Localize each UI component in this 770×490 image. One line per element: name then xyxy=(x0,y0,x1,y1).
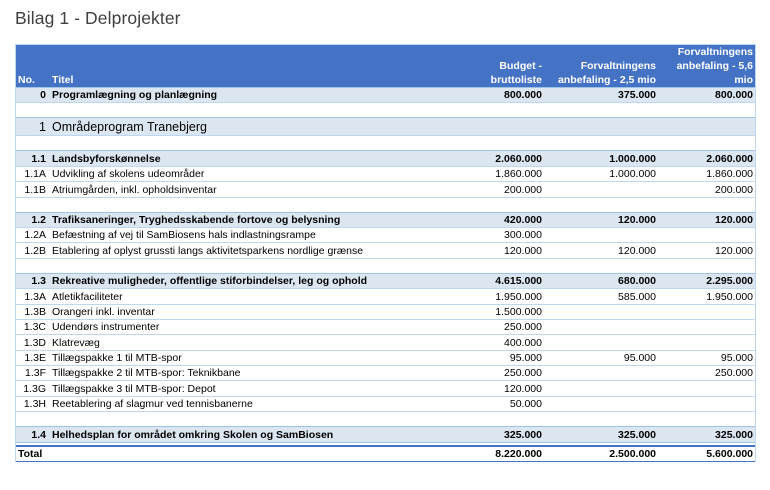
row-recommendation-2-5 xyxy=(545,319,659,334)
row-title: Områdeprogram Tranebjerg xyxy=(49,118,483,136)
row-recommendation-2-5 xyxy=(545,182,659,197)
row-recommendation-2-5: 325.000 xyxy=(545,427,659,442)
header-title: Titel xyxy=(49,45,483,88)
spacer-row xyxy=(15,136,756,151)
row-recommendation-2-5 xyxy=(545,335,659,350)
row-budget: 4.615.000 xyxy=(483,273,545,288)
row-recommendation-5-6: 250.000 xyxy=(659,366,756,381)
table-row xyxy=(15,182,756,197)
total-label: Total xyxy=(15,446,483,462)
row-no: 1.3B xyxy=(15,304,49,319)
row-recommendation-2-5 xyxy=(545,396,659,411)
row-recommendation-5-6: 1.950.000 xyxy=(659,289,756,304)
row-no: 1.3 xyxy=(15,273,49,288)
table-row xyxy=(15,335,756,350)
budget-table xyxy=(15,44,756,462)
table-row-section xyxy=(15,88,756,103)
row-budget: 250.000 xyxy=(483,366,545,381)
table-row xyxy=(15,319,756,334)
table-row xyxy=(15,381,756,396)
row-budget: 200.000 xyxy=(483,182,545,197)
row-recommendation-2-5: 1.000.000 xyxy=(545,151,659,166)
total-recommendation-2-5: 2.500.000 xyxy=(545,446,659,462)
row-recommendation-5-6 xyxy=(659,319,756,334)
row-recommendation-2-5: 95.000 xyxy=(545,350,659,365)
row-budget: 325.000 xyxy=(483,427,545,442)
header-recommendation-5-6: Forvaltningens anbefaling - 5,6 mio xyxy=(659,45,756,88)
total-recommendation-5-6: 5.600.000 xyxy=(659,446,756,462)
row-title: Atriumgården, inkl. opholdsinventar xyxy=(49,182,483,197)
row-title: Etablering af oplyst grussti langs aktivitetsparkens nordlige grænse xyxy=(49,243,483,258)
row-no: 1.3A xyxy=(15,289,49,304)
row-recommendation-2-5: 680.000 xyxy=(545,273,659,288)
row-budget: 50.000 xyxy=(483,396,545,411)
row-recommendation-2-5: 375.000 xyxy=(545,88,659,103)
row-budget: 120.000 xyxy=(483,381,545,396)
row-no: 1.3H xyxy=(15,396,49,411)
row-no: 1.3C xyxy=(15,319,49,334)
row-recommendation-2-5: 120.000 xyxy=(545,243,659,258)
table-row xyxy=(15,350,756,365)
page-title: Bilag 1 - Delprojekter xyxy=(15,8,181,28)
row-no: 1.3E xyxy=(15,350,49,365)
row-title: Tillægspakke 3 til MTB-spor: Depot xyxy=(49,381,483,396)
row-title: Atletikfaciliteter xyxy=(49,289,483,304)
row-no: 1.2 xyxy=(15,212,49,227)
table-row xyxy=(15,396,756,411)
row-no: 1.2B xyxy=(15,243,49,258)
row-recommendation-2-5: 1.000.000 xyxy=(545,166,659,181)
row-recommendation-5-6 xyxy=(659,335,756,350)
row-budget: 1.500.000 xyxy=(483,304,545,319)
spacer-row xyxy=(15,412,756,427)
table-row xyxy=(15,166,756,181)
row-no: 1.3F xyxy=(15,366,49,381)
row-budget: 250.000 xyxy=(483,319,545,334)
header-no: No. xyxy=(15,45,49,88)
row-no: 1.3D xyxy=(15,335,49,350)
table-row xyxy=(15,289,756,304)
row-title: Tillægspakke 1 til MTB-spor xyxy=(49,350,483,365)
row-recommendation-2-5: 120.000 xyxy=(545,212,659,227)
header-recommendation-2-5: Forvaltningens anbefaling - 2,5 mio xyxy=(545,45,659,88)
row-title: Orangeri inkl. inventar xyxy=(49,304,483,319)
row-recommendation-5-6 xyxy=(659,381,756,396)
row-budget: 1.860.000 xyxy=(483,166,545,181)
row-budget: 120.000 xyxy=(483,243,545,258)
row-title: Trafiksaneringer, Tryghedsskabende fortove og belysning xyxy=(49,212,483,227)
spacer-row xyxy=(15,197,756,212)
row-no: 0 xyxy=(15,88,49,103)
row-title: Landsbyforskønnelse xyxy=(49,151,483,166)
row-recommendation-5-6: 120.000 xyxy=(659,212,756,227)
table-row-section xyxy=(15,151,756,166)
row-no: 1.1 xyxy=(15,151,49,166)
row-recommendation-2-5 xyxy=(545,381,659,396)
header-budget: Budget - bruttoliste xyxy=(483,45,545,88)
table-row xyxy=(15,227,756,242)
row-recommendation-5-6: 800.000 xyxy=(659,88,756,103)
row-budget: 300.000 xyxy=(483,227,545,242)
row-recommendation-5-6 xyxy=(659,304,756,319)
row-budget: 2.060.000 xyxy=(483,151,545,166)
row-no: 1 xyxy=(15,118,49,136)
header-row xyxy=(15,45,756,88)
table-row xyxy=(15,243,756,258)
row-recommendation-5-6 xyxy=(659,396,756,411)
table-row-section xyxy=(15,427,756,442)
row-no: 1.1B xyxy=(15,182,49,197)
row-recommendation-5-6: 200.000 xyxy=(659,182,756,197)
row-recommendation-2-5: 585.000 xyxy=(545,289,659,304)
spacer-row xyxy=(15,103,756,118)
row-no: 1.4 xyxy=(15,427,49,442)
row-recommendation-5-6: 95.000 xyxy=(659,350,756,365)
row-recommendation-2-5 xyxy=(545,366,659,381)
table-row xyxy=(15,304,756,319)
row-title: Befæstning af vej til SamBiosens hals indlastningsrampe xyxy=(49,227,483,242)
row-budget: 800.000 xyxy=(483,88,545,103)
row-budget: 95.000 xyxy=(483,350,545,365)
row-recommendation-5-6 xyxy=(659,227,756,242)
row-title: Klatrevæg xyxy=(49,335,483,350)
table-row-program xyxy=(15,118,756,136)
row-title: Programlægning og planlægning xyxy=(49,88,483,103)
table-row xyxy=(15,366,756,381)
row-recommendation-5-6: 1.860.000 xyxy=(659,166,756,181)
spacer-row xyxy=(15,258,756,273)
row-no: 1.2A xyxy=(15,227,49,242)
row-title: Tillægspakke 2 til MTB-spor: Teknikbane xyxy=(49,366,483,381)
row-title: Udvikling af skolens udeområder xyxy=(49,166,483,181)
total-row xyxy=(15,446,756,462)
row-title: Helhedsplan for området omkring Skolen og SamBiosen xyxy=(49,427,483,442)
row-recommendation-5-6: 325.000 xyxy=(659,427,756,442)
row-title: Udendørs instrumenter xyxy=(49,319,483,334)
row-recommendation-2-5 xyxy=(545,304,659,319)
total-budget: 8.220.000 xyxy=(483,446,545,462)
row-budget: 1.950.000 xyxy=(483,289,545,304)
row-recommendation-2-5 xyxy=(545,227,659,242)
table-row-section xyxy=(15,212,756,227)
row-no: 1.1A xyxy=(15,166,49,181)
row-title: Reetablering af slagmur ved tennisbanerne xyxy=(49,396,483,411)
row-recommendation-5-6: 120.000 xyxy=(659,243,756,258)
row-no: 1.3G xyxy=(15,381,49,396)
row-recommendation-5-6: 2.295.000 xyxy=(659,273,756,288)
budget-sheet xyxy=(15,44,756,462)
table-row-section xyxy=(15,273,756,288)
row-budget: 420.000 xyxy=(483,212,545,227)
row-title: Rekreative muligheder, offentlige stiforbindelser, leg og ophold xyxy=(49,273,483,288)
row-budget: 400.000 xyxy=(483,335,545,350)
row-recommendation-5-6: 2.060.000 xyxy=(659,151,756,166)
